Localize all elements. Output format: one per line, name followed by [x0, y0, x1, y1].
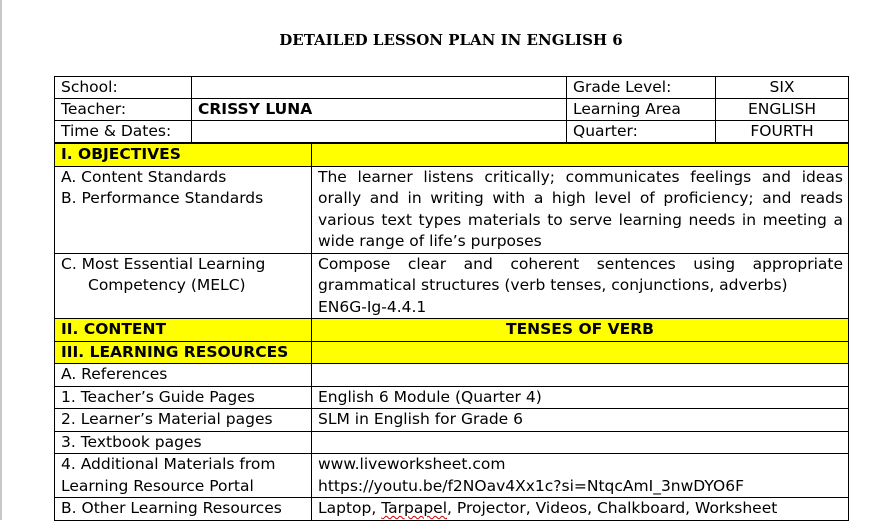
youtube-link[interactable]: https://youtu.be/f2NOav4Xx1c?si=NtqcAmI_3nwDYO6F — [318, 476, 744, 495]
resources-heading-row — [55, 341, 849, 364]
learning-area-value[interactable]: ENGLISH — [716, 99, 849, 121]
objectives-heading: I. OBJECTIVES — [55, 144, 312, 167]
lesson-plan-table — [54, 143, 849, 521]
additional-materials-label-line1: 4. Additional Materials from — [61, 455, 276, 473]
quarter-value[interactable]: FOURTH — [716, 121, 849, 143]
teacher-label: Teacher: — [55, 99, 192, 121]
grade-level-value[interactable]: SIX — [716, 77, 849, 99]
teachers-guide-row — [55, 386, 849, 409]
school-value[interactable] — [192, 77, 567, 99]
objectives-heading-blank — [312, 144, 849, 167]
time-dates-value[interactable] — [192, 121, 567, 143]
references-label: A. References — [55, 364, 312, 387]
additional-materials-label-line2: Learning Resource Portal — [61, 476, 254, 495]
resources-heading-blank — [312, 341, 849, 364]
performance-standards-label: B. Performance Standards — [61, 189, 264, 207]
other-resources-label: B. Other Learning Resources — [55, 498, 312, 521]
melc-code: EN6G-Ig-4.4.1 — [318, 297, 427, 316]
references-row — [55, 364, 849, 387]
header-row-time — [55, 121, 849, 143]
school-label: School: — [55, 77, 192, 99]
melc-row — [55, 253, 849, 319]
header-row-teacher — [55, 99, 849, 121]
content-value[interactable]: TENSES OF VERB — [312, 319, 849, 342]
teachers-guide-label: 1. Teacher’s Guide Pages — [55, 386, 312, 409]
additional-materials-labels — [55, 454, 312, 498]
learners-material-label: 2. Learner’s Material pages — [55, 409, 312, 432]
header-row-school — [55, 77, 849, 99]
liveworksheet-link[interactable]: www.liveworksheet.com — [318, 455, 506, 473]
page-edge — [0, 0, 2, 520]
learning-area-label: Learning Area — [567, 99, 716, 121]
melc-text: Compose clear and coherent sentences using appropriate grammatical structures (verb tenses, conjunctions, adverbs) — [318, 254, 843, 294]
standards-text[interactable]: The learner listens critically; communicates feelings and ideas orally and in writing with a high level of proficiency; and reads various text types materials to serve learning needs in meeting a wide range of life’s purposes — [312, 166, 849, 253]
other-resources-row — [55, 498, 849, 521]
melc-labels — [55, 253, 312, 319]
references-blank — [312, 364, 849, 387]
resources-heading: III. LEARNING RESOURCES — [55, 341, 312, 364]
grade-level-label: Grade Level: — [567, 77, 716, 99]
learners-material-value[interactable]: SLM in English for Grade 6 — [312, 409, 849, 432]
learners-material-row — [55, 409, 849, 432]
textbook-value[interactable] — [312, 431, 849, 454]
additional-materials-row — [55, 454, 849, 498]
textbook-label: 3. Textbook pages — [55, 431, 312, 454]
content-row — [55, 319, 849, 342]
objectives-heading-row — [55, 144, 849, 167]
melc-cell[interactable] — [312, 253, 849, 319]
content-standards-label: A. Content Standards — [61, 167, 227, 186]
other-resources-text-post: , Projector, Videos, Chalkboard, Worksheet — [447, 499, 778, 517]
time-dates-label: Time & Dates: — [55, 121, 192, 143]
spellcheck-flagged-word: Tarpapel — [381, 499, 448, 517]
other-resources-value[interactable] — [312, 498, 849, 521]
standards-labels — [55, 166, 312, 253]
melc-label-line1: C. Most Essential Learning — [61, 254, 266, 273]
melc-label-line2: Competency (MELC) — [88, 276, 246, 294]
content-heading: II. CONTENT — [55, 319, 312, 342]
teacher-value[interactable]: CRISSY LUNA — [192, 99, 567, 121]
quarter-label: Quarter: — [567, 121, 716, 143]
document-title: DETAILED LESSON PLAN IN ENGLISH 6 — [279, 31, 623, 49]
header-table — [54, 76, 849, 143]
teachers-guide-value[interactable]: English 6 Module (Quarter 4) — [312, 386, 849, 409]
additional-materials-values — [312, 454, 849, 498]
standards-row — [55, 166, 849, 253]
textbook-row — [55, 431, 849, 454]
other-resources-text-pre: Laptop, — [318, 499, 382, 517]
